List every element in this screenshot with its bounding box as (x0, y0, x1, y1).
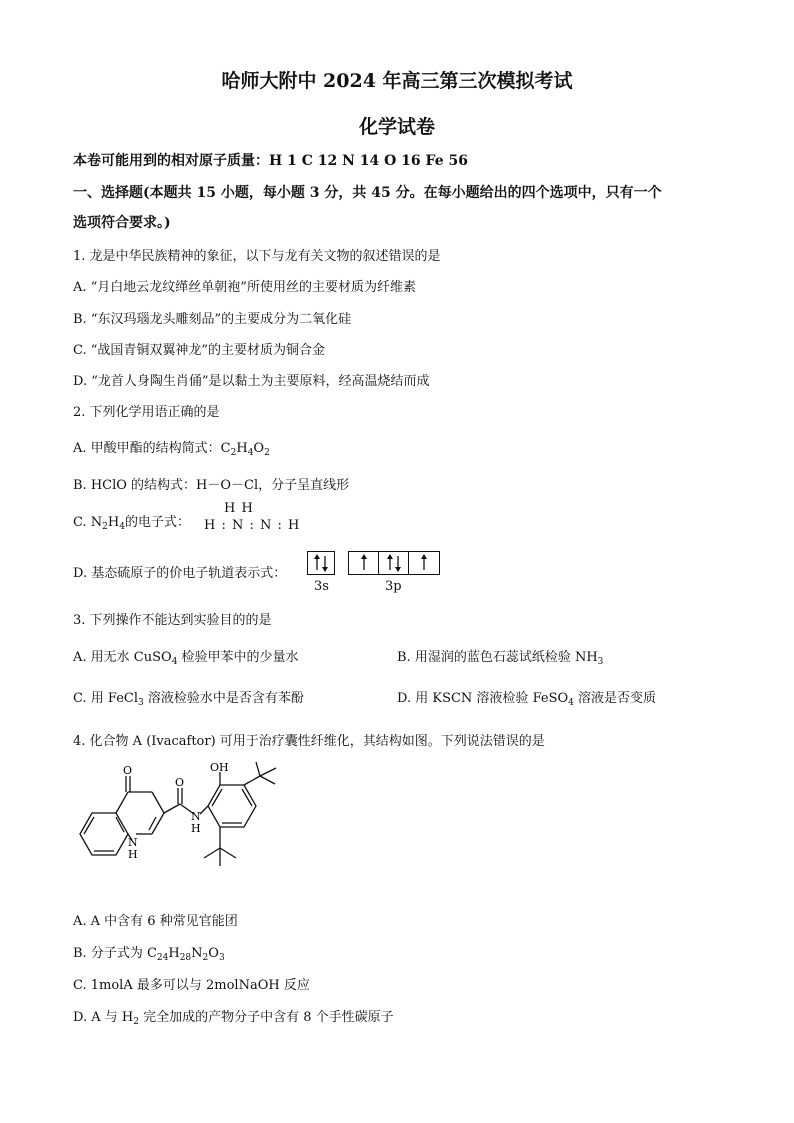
paired-arrows-icon (308, 552, 334, 574)
section-heading-line1: 一、选择题(本题共 15 小题，每小题 3 分，共 45 分。在每小题给出的四个选项中，只有一个 (73, 185, 662, 201)
label-nh: N (128, 836, 138, 849)
q4-option-d: D. A 与 $H_2$ 完全加成的产物分子中含有 8 个手性碳原子 (73, 1010, 394, 1027)
label-o-amide: O (175, 776, 185, 789)
orbital-3p-label: 3p (385, 579, 402, 594)
label-oh: OH (210, 762, 229, 774)
orbital-3p-box (348, 551, 440, 575)
q2-option-a (73, 437, 270, 456)
q2-formula-a: $C_2H_4O_2$ (220, 441, 270, 458)
q2-option-d: D. 基态硫原子的价电子轨道表示式： (73, 566, 287, 581)
label-h-amide: H (191, 822, 201, 835)
label-n-amide: N (191, 810, 201, 823)
q2-stem: 2. 下列化学用语正确的是 (73, 405, 220, 420)
q3-option-a: A. 用无水 CuSO$_4$ 检验甲苯中的少量水 (73, 650, 299, 667)
exam-title: 哈师大附中 2024 年高三第三次模拟考试 (221, 70, 573, 92)
q1-option-a: A. “月白地云龙纹缂丝单朝袍”所使用丝的主要材质为纤维素 (73, 280, 416, 295)
q3-stem: 3. 下列操作不能达到实验目的的是 (73, 613, 272, 628)
q3-option-b: B. 用湿润的蓝色石蕊试纸检验 $NH_3$ (397, 650, 604, 667)
q2-formula-c: $N_2H_4$的电子式： (90, 515, 190, 532)
lewis-top-h: H H (224, 501, 254, 516)
section-heading-line2: 选项符合要求。) (73, 215, 171, 231)
orbital-3s-box (307, 551, 335, 575)
q2-option-a-text: A. 甲酸甲酯的结构简式： (73, 441, 221, 456)
q3-option-c: C. 用 FeCl$_3$ 溶液检验水中是否含有苯酚 (73, 691, 304, 708)
orbital-diagram (307, 551, 443, 599)
label-o-ketone: O (123, 764, 133, 777)
q1-stem: 1. 龙是中华民族精神的象征，以下与龙有关文物的叙述错误的是 (73, 249, 441, 264)
q4-option-a: A. A 中含有 6 种常见官能团 (73, 914, 238, 929)
atomic-mass-line: 本卷可能用到的相对原子质量：H 1 C 12 N 14 O 16 Fe 56 (73, 153, 468, 169)
exam-subtitle: 化学试卷 (358, 116, 435, 138)
q4-option-b: B. 分子式为 $C_{24}H_{28}N_2O_3$ (73, 946, 225, 963)
q1-option-c: C. “战国青铜双翼神龙”的主要材质为铜合金 (73, 343, 326, 358)
q1-option-b: B. “东汉玛瑙龙头雕刻品”的主要成分为二氧化硅 (73, 312, 352, 327)
q4-stem: 4. 化合物 A (Ivacaftor) 可用于治疗囊性纤维化，其结构如图。下列说法错误的是 (73, 734, 545, 749)
label-nh-h: H (128, 848, 138, 861)
q3-option-d: D. 用 KSCN 溶液检验 FeSO$_4$ 溶液是否变质 (397, 691, 657, 708)
q2-option-b: B. HClO 的结构式：H－O－Cl，分子呈直线形 (73, 478, 350, 493)
ivacaftor-structure (70, 762, 290, 892)
orbital-3s-label: 3s (314, 579, 329, 594)
q1-option-d: D. “龙首人身陶生肖俑”是以黏土为主要原料，经高温烧结而成 (73, 374, 430, 389)
orbital-arrows-icon (349, 552, 439, 574)
q2-option-c: C. $N_2H_4$的电子式： (73, 515, 190, 532)
q4-option-c: C. 1molA 最多可以与 2molNaOH 反应 (73, 978, 310, 993)
lewis-structure: H : N : N : H (204, 518, 301, 533)
